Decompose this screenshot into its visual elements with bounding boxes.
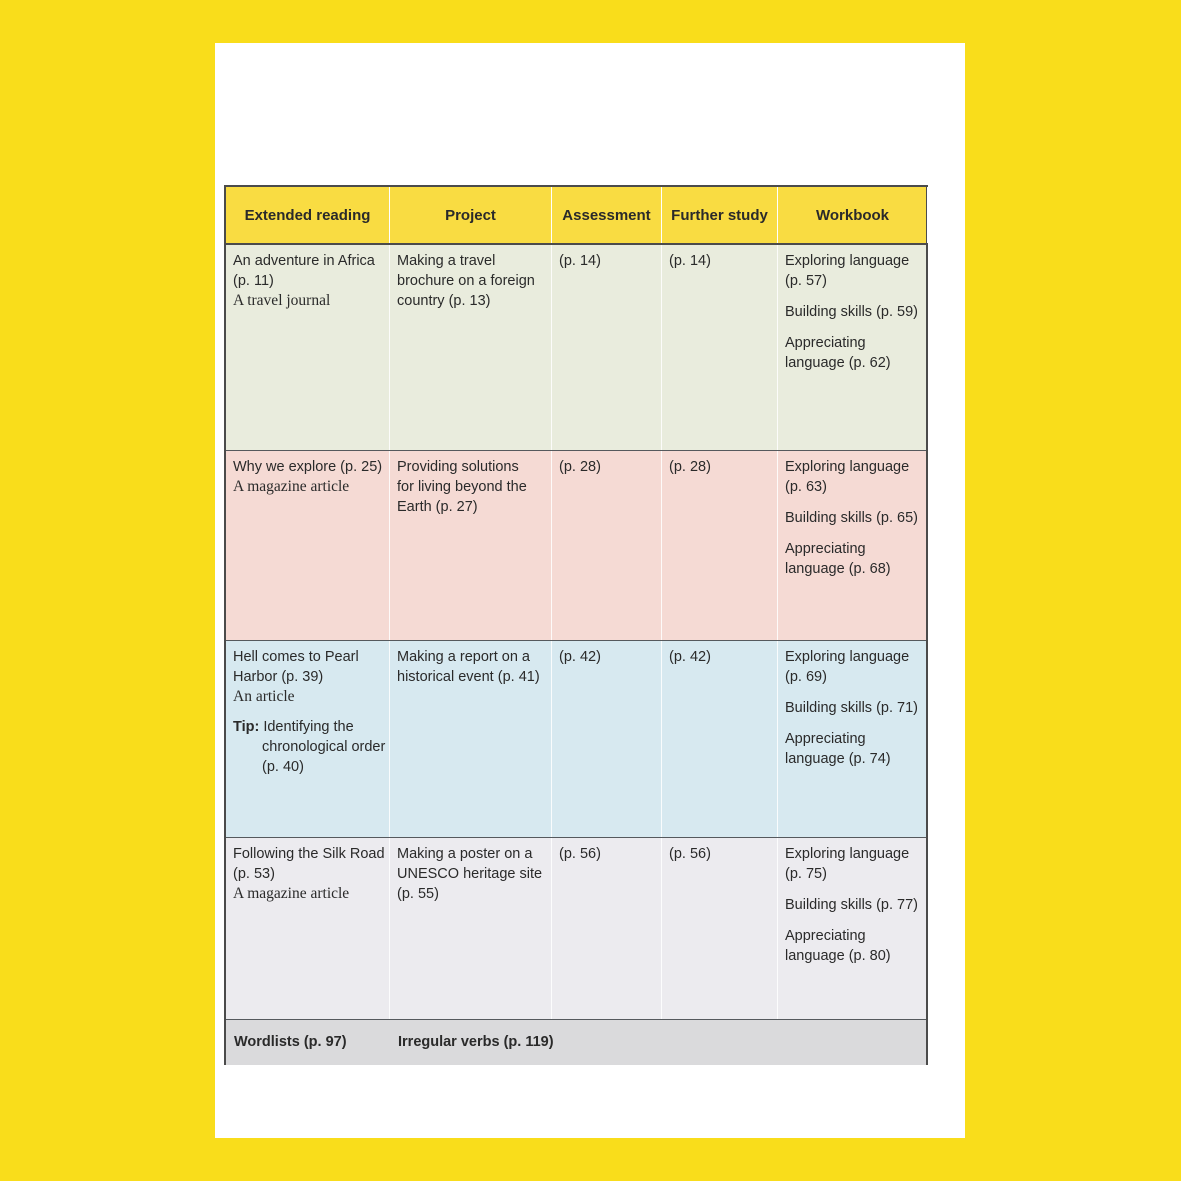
tip-text: (p. 40) bbox=[262, 759, 304, 775]
workbook-appreciating: language (p. 74) bbox=[785, 751, 891, 767]
project-text: Making a poster on a bbox=[397, 846, 533, 862]
project-text: UNESCO heritage site bbox=[397, 866, 543, 882]
book-page bbox=[215, 43, 965, 1138]
reading-title: An adventure in Africa bbox=[233, 253, 375, 269]
header-project: Project bbox=[390, 187, 552, 243]
reading-type: A magazine article bbox=[233, 478, 350, 495]
workbook-exploring: Exploring language bbox=[785, 846, 910, 862]
workbook-appreciating: Appreciating bbox=[785, 731, 866, 747]
assessment-cell bbox=[552, 838, 662, 1019]
irregular-verbs-label: Irregular verbs (p. 119) bbox=[398, 1034, 554, 1050]
further-study-cell bbox=[662, 451, 778, 640]
reading-type: An article bbox=[233, 688, 295, 705]
header-further-study: Further study bbox=[662, 187, 778, 243]
reading-type: A magazine article bbox=[233, 885, 350, 902]
table-row bbox=[226, 245, 926, 451]
table-row bbox=[226, 838, 926, 1020]
workbook-building: Building skills (p. 71) bbox=[785, 700, 918, 716]
project-text: Making a travel bbox=[397, 253, 496, 269]
workbook-appreciating: language (p. 68) bbox=[785, 561, 891, 577]
project-text: (p. 55) bbox=[397, 886, 439, 902]
workbook-exploring: Exploring language bbox=[785, 253, 910, 269]
project-text: brochure on a foreign bbox=[397, 273, 535, 289]
project-text: Earth (p. 27) bbox=[397, 499, 478, 515]
project-cell bbox=[390, 245, 552, 450]
workbook-building: Building skills (p. 77) bbox=[785, 897, 918, 913]
reading-type: A travel journal bbox=[233, 292, 331, 309]
workbook-exploring: Exploring language bbox=[785, 649, 910, 665]
further-study-page: (p. 42) bbox=[669, 649, 711, 665]
project-cell bbox=[390, 838, 552, 1019]
workbook-appreciating: Appreciating bbox=[785, 541, 866, 557]
workbook-cell bbox=[778, 838, 928, 1019]
project-text: Making a report on a bbox=[397, 649, 530, 665]
project-text: country (p. 13) bbox=[397, 293, 491, 309]
reading-title: Following the Silk Road bbox=[233, 846, 385, 862]
reading-title: Why we explore (p. 25) bbox=[233, 459, 383, 475]
table-row bbox=[226, 641, 926, 838]
header-extended-reading: Extended reading bbox=[226, 187, 390, 243]
workbook-exploring: Exploring language bbox=[785, 459, 910, 475]
extended-reading-cell bbox=[226, 451, 390, 640]
workbook-appreciating: Appreciating bbox=[785, 335, 866, 351]
wordlists-label: Wordlists (p. 97) bbox=[234, 1034, 347, 1050]
tip-text: chronological order bbox=[262, 739, 386, 755]
table-footer bbox=[226, 1020, 926, 1065]
assessment-cell bbox=[552, 245, 662, 450]
extended-reading-cell bbox=[226, 641, 390, 837]
workbook-building: Building skills (p. 65) bbox=[785, 510, 918, 526]
workbook-appreciating: Appreciating bbox=[785, 928, 866, 944]
further-study-page: (p. 14) bbox=[669, 253, 711, 269]
reading-tip bbox=[233, 717, 389, 777]
workbook-appreciating: language (p. 80) bbox=[785, 948, 891, 964]
further-study-cell bbox=[662, 838, 778, 1019]
workbook-cell bbox=[778, 451, 928, 640]
assessment-cell bbox=[552, 641, 662, 837]
reading-title: Hell comes to Pearl bbox=[233, 649, 359, 665]
header-assessment: Assessment bbox=[552, 187, 662, 243]
table-row bbox=[226, 451, 926, 641]
workbook-cell bbox=[778, 641, 928, 837]
assessment-page: (p. 14) bbox=[559, 253, 601, 269]
assessment-page: (p. 56) bbox=[559, 846, 601, 862]
header-workbook: Workbook bbox=[778, 187, 928, 243]
workbook-exploring: (p. 69) bbox=[785, 669, 827, 685]
workbook-appreciating: language (p. 62) bbox=[785, 355, 891, 371]
project-cell bbox=[390, 641, 552, 837]
tip-text: Identifying the bbox=[263, 719, 354, 735]
assessment-page: (p. 28) bbox=[559, 459, 601, 475]
workbook-cell bbox=[778, 245, 928, 450]
further-study-page: (p. 28) bbox=[669, 459, 711, 475]
extended-reading-cell bbox=[226, 838, 390, 1019]
further-study-cell bbox=[662, 245, 778, 450]
table-header bbox=[226, 187, 926, 245]
workbook-building: Building skills (p. 59) bbox=[785, 304, 918, 320]
further-study-page: (p. 56) bbox=[669, 846, 711, 862]
project-text: historical event (p. 41) bbox=[397, 669, 540, 685]
project-text: Providing solutions bbox=[397, 459, 519, 475]
tip-label: Tip: bbox=[233, 719, 260, 735]
reading-title: (p. 53) bbox=[233, 866, 275, 882]
workbook-exploring: (p. 57) bbox=[785, 273, 827, 289]
project-text: for living beyond the bbox=[397, 479, 527, 495]
workbook-exploring: (p. 63) bbox=[785, 479, 827, 495]
assessment-page: (p. 42) bbox=[559, 649, 601, 665]
reading-title: Harbor (p. 39) bbox=[233, 669, 324, 685]
contents-table bbox=[224, 185, 928, 1065]
further-study-cell bbox=[662, 641, 778, 837]
workbook-exploring: (p. 75) bbox=[785, 866, 827, 882]
assessment-cell bbox=[552, 451, 662, 640]
project-cell bbox=[390, 451, 552, 640]
extended-reading-cell bbox=[226, 245, 390, 450]
reading-title: (p. 11) bbox=[233, 273, 274, 289]
